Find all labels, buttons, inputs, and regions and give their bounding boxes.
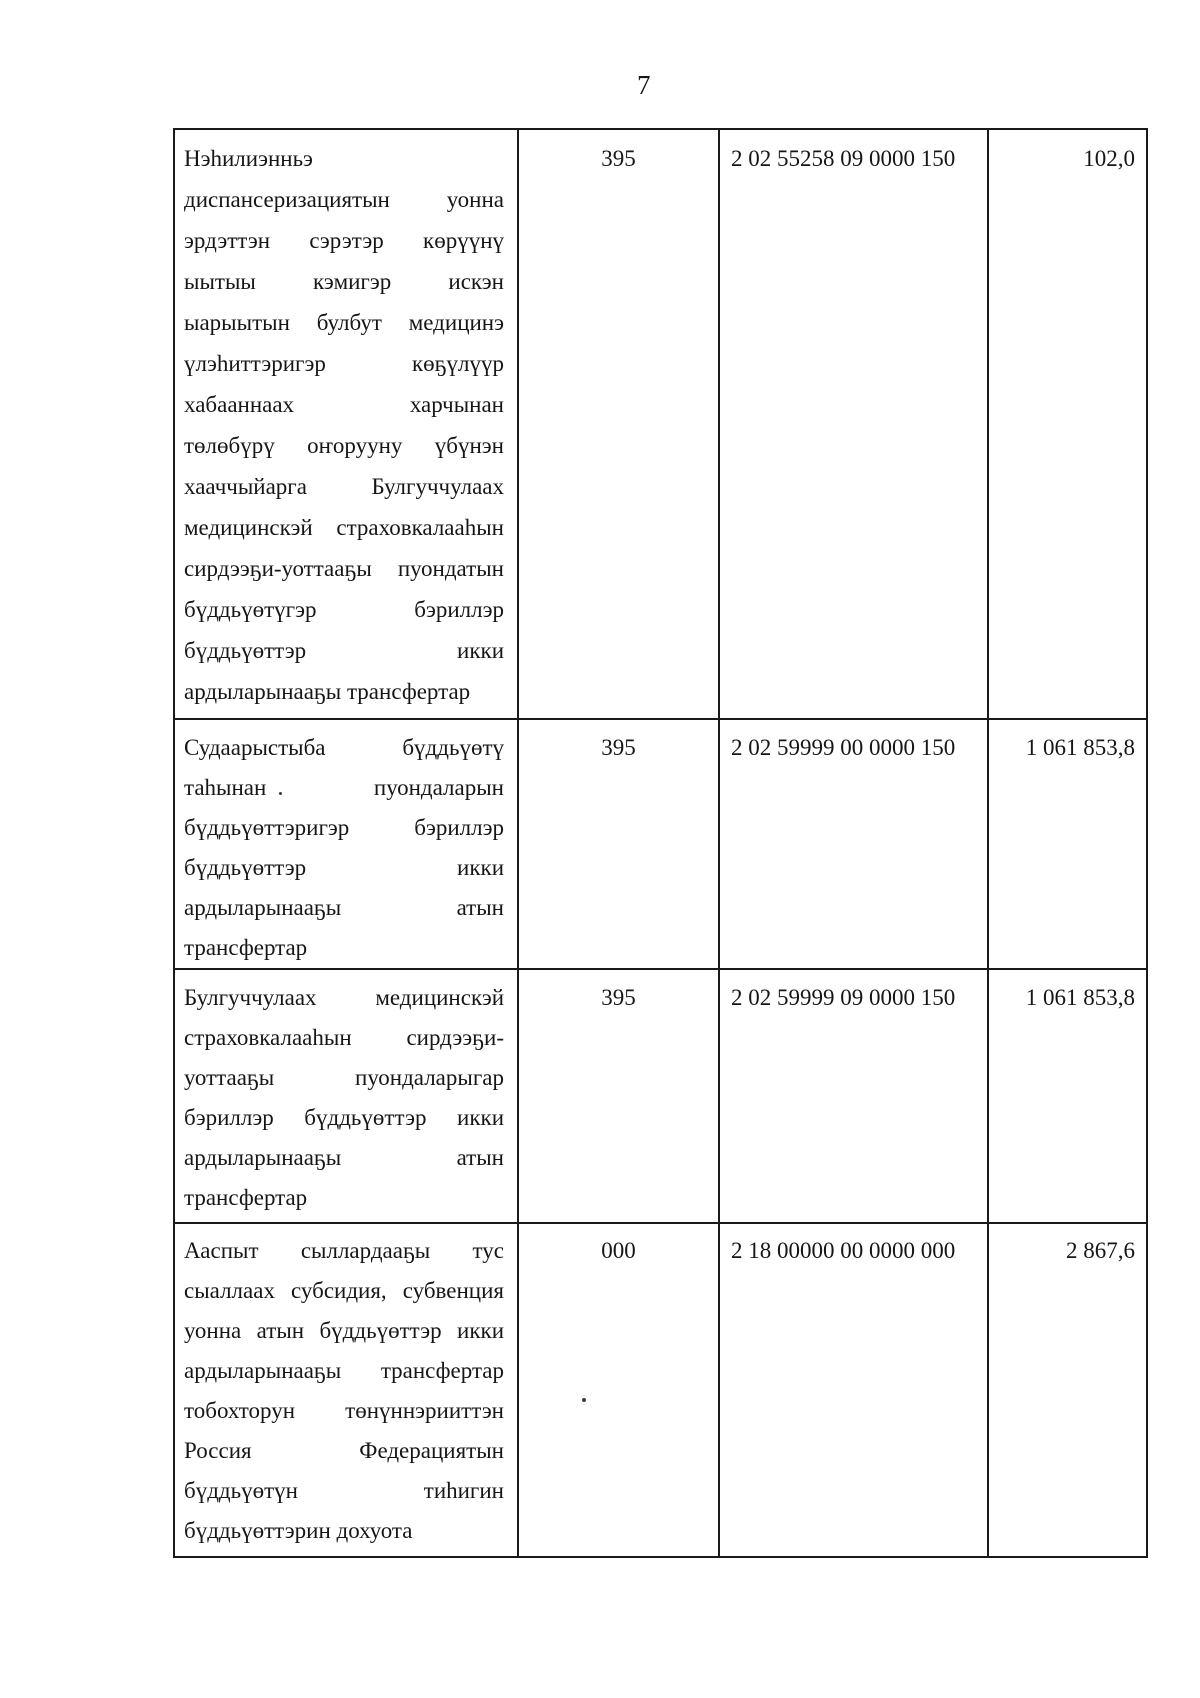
description-line: тобохторун төнүннэрииттэн	[184, 1398, 504, 1423]
amount-value: 102,0	[987, 130, 1146, 718]
admin-code: 000	[517, 1224, 718, 1556]
description-line: үлэһиттэригэр көҕүлүүр	[184, 351, 504, 376]
description-line: диспансеризациятын уонна	[184, 187, 504, 212]
description-line: Нэһилиэнньэ	[184, 146, 313, 171]
description-line: бүддьүөттэрин дохуота	[184, 1518, 413, 1543]
description-line: Ааспыт сыллардааҕы тус	[184, 1238, 504, 1263]
amount-value: 2 867,6	[987, 1224, 1146, 1556]
amount-value: 1 061 853,8	[987, 970, 1146, 1222]
table-row	[175, 718, 1146, 968]
admin-code: 395	[517, 130, 718, 718]
description-line: медицинскэй страховкалааһын	[184, 515, 504, 540]
description-line: ардыларынааҕы трансфертар	[184, 679, 471, 704]
description-line: ыарыытын булбут медицинэ	[184, 310, 504, 335]
description-line: бүддьүөтүгэр бэриллэр	[184, 597, 504, 622]
description-line: төлөбүрү оҥорууну үбүнэн	[184, 433, 504, 458]
description-line: ыытыы кэмигэр искэн	[184, 269, 504, 294]
admin-code: 395	[517, 970, 718, 1222]
row-description	[175, 970, 517, 1222]
description-line: хааччыйарга Булгуччулаах	[184, 474, 504, 499]
description-line: трансфертар	[184, 935, 308, 960]
row-description	[175, 720, 517, 968]
table-row	[175, 968, 1146, 1222]
row-description	[175, 130, 517, 718]
amount-value: 1 061 853,8	[987, 720, 1146, 968]
budget-table	[173, 128, 1148, 1558]
description-line: бүддьүөтүн тиһигин	[184, 1478, 504, 1503]
description-line: Булгуччулаах медицинскэй	[184, 985, 504, 1010]
classification-code: 2 18 00000 00 0000 000	[718, 1224, 987, 1556]
description-line: уоттааҕы пуондаларыгар	[184, 1065, 504, 1090]
classification-code: 2 02 55258 09 0000 150	[718, 130, 987, 718]
scan-artifact-dot	[582, 1398, 586, 1402]
description-line: бүддьүөттэр икки	[184, 855, 504, 880]
description-line: ардыларынааҕы атын	[184, 895, 504, 920]
classification-code: 2 02 59999 00 0000 150	[718, 720, 987, 968]
row-description	[175, 1224, 517, 1556]
table-row	[175, 1222, 1146, 1556]
description-line: трансфертар	[184, 1185, 308, 1210]
description-line: эрдэттэн сэрэтэр көрүүнү	[184, 228, 504, 253]
description-line: сирдээҕи-уоттааҕы пуондатын	[184, 556, 504, 581]
page-number: 7	[637, 70, 651, 100]
description-line: хабааннаах харчынан	[184, 392, 504, 417]
table-row	[175, 130, 1146, 718]
description-line: Россия Федерациятын	[184, 1438, 504, 1463]
description-line: уонна атын бүддьүөттэр икки	[184, 1318, 504, 1343]
description-line: таһынан пуондаларын	[184, 775, 504, 800]
description-line: ардыларынааҕы трансфертар	[184, 1358, 504, 1383]
scan-artifact-dot	[279, 792, 282, 795]
description-line: бүддьүөттэригэр бэриллэр	[184, 815, 504, 840]
classification-code: 2 02 59999 09 0000 150	[718, 970, 987, 1222]
description-line: сыаллаах субсидия, субвенция	[184, 1278, 504, 1303]
description-line: бэриллэр бүддьүөттэр икки	[184, 1105, 504, 1130]
description-line: Судаарыстыба бүддьүөтү	[184, 735, 504, 760]
description-line: страховкалааһын сирдээҕи-	[184, 1025, 504, 1050]
description-line: бүддьүөттэр икки	[184, 638, 504, 663]
admin-code: 395	[517, 720, 718, 968]
description-line: ардыларынааҕы атын	[184, 1145, 504, 1170]
